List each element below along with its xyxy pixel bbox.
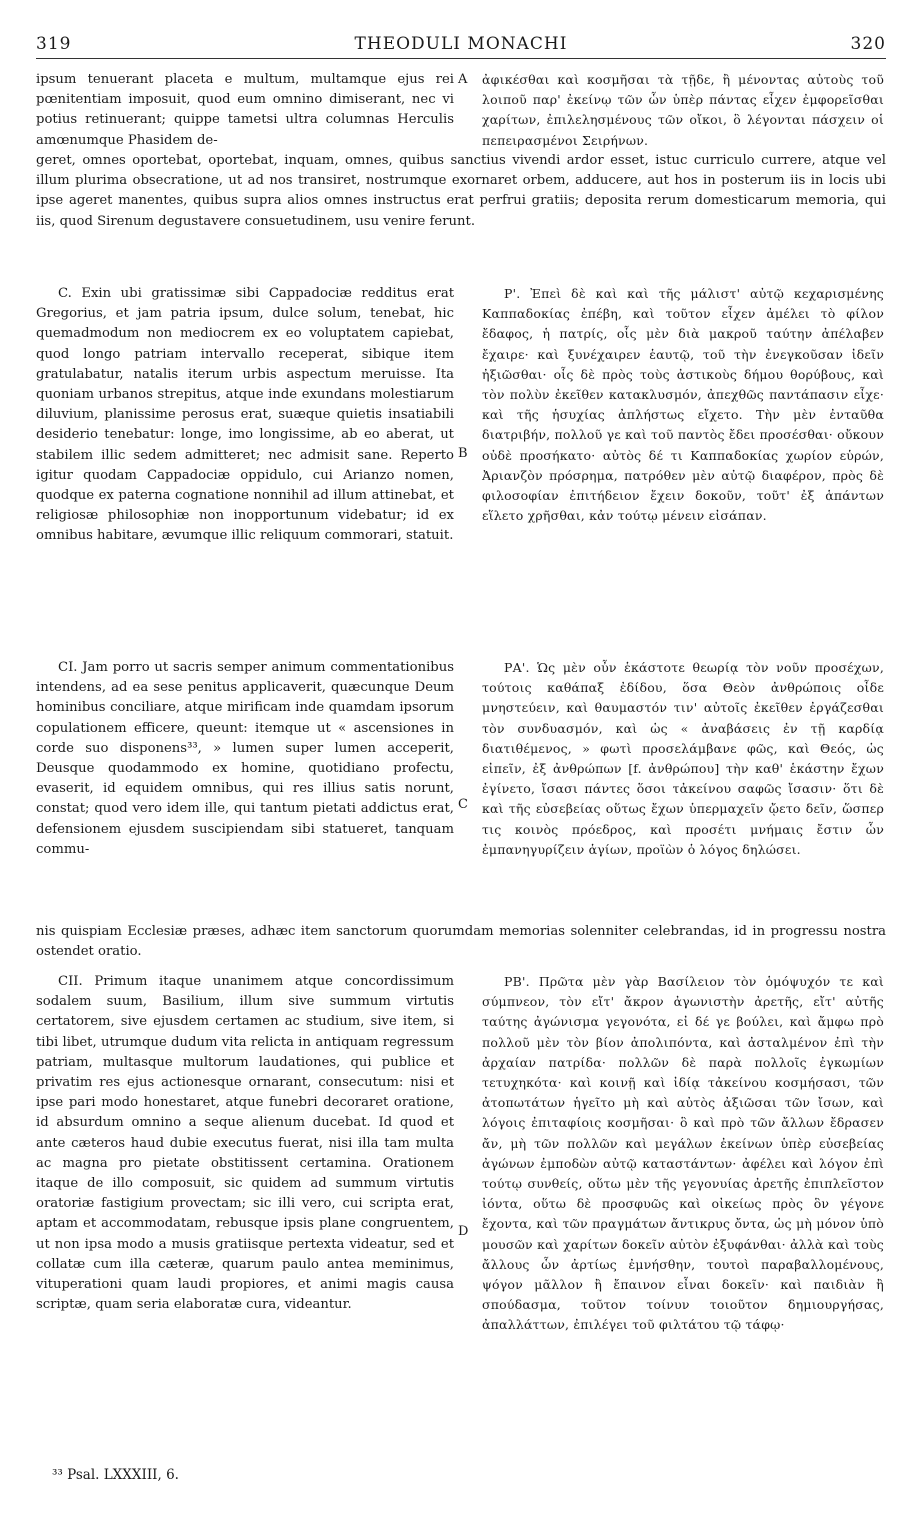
greek-column-PA: [482, 658, 884, 860]
greek-column-P: [482, 284, 884, 526]
greek-paragraph-PB: ΡΒ'. Πρῶτα μὲν γὰρ Βασίλειον τὸν ὁμόψυχόν τε καὶ σύμπνεον, τὸν εἴτ' ἄκρον ἀγωνιστὴν ἀρετῆς, εἴτ' αὐτῆς ταύτης ἀγώνισμα γεγονότα, εἰ δέ γε βούλει, καὶ ἄμφω πρὸ πολλοῦ μὲν τὸν βίον ἀπολιπόντα, καὶ ἀσταλμένον ἐπὶ τὴν ἀρχαίαν πατρίδα· πολλῶν δὲ παρὰ πολλοῖς ἐγκωμίων τετυχηκότα· καὶ κοινῇ καὶ ἰδίᾳ τἀκείνου κοσμήσασι, τῶν ἀτοπωτάτων ἡγεῖτο μὴ καὶ αὐτὸς ἀξιῶσαι τῶν ἴσων, καὶ λόγοις ἐπιταφίοις κοσμῆσαι· ὃ καὶ πρὸ τῶν ἄλλων ἔδρασεν ἄν, μὴ τῶν πολλῶν καὶ μεγάλων ἐκείνων ὑπὲρ εὐσεβείας ἀγώνων ἐμποδὼν αὐτῷ καταστάντων· ἀφέλει καὶ λόγον ἐπὶ τούτῳ συνθείς, οὕτω μὲν τῆς γεγονυίας ἀρετῆς ἐπιπλεῖστον ἰόντα, οὕτω δὲ προσφυῶς καὶ οἰκείως πρὸς ὃν γέγονε ἔχοντα, καὶ τῶν πραγμάτων ἄντικρυς ὄντα, ὡς μὴ μόνον ὑπὸ μουσῶν καὶ χαρίτων δοκεῖν αὐτὸν ἐξυφάνθαι· ἀλλὰ καὶ τοὺς ἄλλους ὧν ἀρτίως ἐμνήσθην, τουτοὶ παραβαλλομένους, ψόγον μᾶλλον ἢ ἔπαινον εἶναι δοκεῖν· καὶ παιδιὰν ἢ σπούδασμα, τοῦτον τοίνυν τοιοῦτον δημιουργήσας, ἀπαλλάττων, ἐπιλέγει τοῦ φιλτάτου τῷ τάφῳ·: [482, 974, 884, 1333]
margin-letter-a: A: [458, 72, 468, 87]
running-title: THEODULI MONACHI: [354, 34, 568, 54]
margin-letter-b: B: [458, 446, 468, 461]
margin-letter-d: D: [458, 1224, 469, 1239]
latin-paragraph-CII: CII. Primum itaque unanimem atque concordissimum sodalem suum, Basilium, illum sive summum virtutis certatorem, sive ejusdem certamen ac studium, sive item, si tibi libet, utrumque dudum vita relicta in antiquam regressum patriam, multasque multorum laudationes, qui publice et privatim res ejus actionesque ornarant, consecutum: nisi et ipse pari modo honestaret, atque funebri decoraret oratione, id absurdum omnino a seque alienum ducebat. Id quod et ante cæteros haud dubie executus fuerat, nisi illa tam multa ac magna pro pietate obstitissent certamina. Orationem itaque de illo composuit, sic quidem ad summum virtutis oratoriæ fastigium provectam; sic illi vero, cui scripta erat, aptam et accommodatam, rebusque ipsis plane congruentem, ut non ipsa modo a musis gratiisque pertexta videatur, sed et collatæ cum illa cæteræ, quarum paulo antea meminimus, vituperationi quam laudi propiores, et animi magis causa scriptæ, quam seria elaboratæ cura, videantur.: [36, 974, 454, 1313]
latin-column-CI: [36, 658, 454, 860]
left-page-number: 319: [36, 34, 72, 54]
greek-column-top: [482, 70, 884, 151]
latin-column-C: [36, 284, 454, 547]
greek-paragraph-P: Ρ'. Ἐπεὶ δὲ καὶ καὶ τῆς μάλιστ' αὐτῷ κεχαρισμένης Καππαδοκίας ἐπέβη, καὶ τοῦτον εἶχεν ἀμέλει τὸ φίλον ἔδαφος, ἡ πατρίς, οἷς μὲν διὰ μακροῦ ταύτην ἀπέλαβεν ἔχαιρε· καὶ ξυνέχαιρεν ἑαυτῷ, τοῦ τὴν ἐνεγκοῦσαν ἰδεῖν ἠξιῶσθαι· οἷς δὲ πρὸς τοὺς ἀστικοὺς δήμου θορύβους, καὶ τὸν πολὺν ἐκεῖθεν κατακλυσμόν, ἀπεχθῶς παντάπασιν εἶχε· καὶ τῆς ἡσυχίας ἀπλήστως εἴχετο. Τὴν μὲν ἐνταῦθα διατριβήν, πολλοῦ γε καὶ τοῦ παντὸς ἔδει προσέσθαι· οὔκουν οὐδὲ προσήκατο· αὐτὸς δέ τι Καππαδοκίας χωρίον εὑρών, Ἀριανζὸν πρόσρημα, πατρόθεν μὲν αὐτῷ διαφέρον, πρὸς δὲ φιλοσοφίαν ἐπιτήδειον ἔχειν δοκοῦν, τοῦτ' ἐξ ἁπάντων εἵλετο χρῆσθαι, κἀν τούτῳ μένειν εἰσάπαν.: [482, 286, 884, 524]
header-rule: [36, 58, 886, 59]
footnote: ³³ Psal. LXXXIII, 6.: [52, 1467, 179, 1483]
greek-column-PB: [482, 972, 884, 1336]
right-page-number: 320: [850, 34, 886, 54]
full-width-text-1: [36, 151, 886, 232]
latin-column-top: [36, 70, 454, 151]
latin-paragraph-CI: CI. Jam porro ut sacris semper animum commentationibus intendens, ad ea sese penitus applicaverit, quæcunque Deum hominibus conciliare, atque mirificam inde quamdam ipsorum copulationem efficere, queunt: itemque ut « ascensiones in corde suo disponens³³, » lumen super lumen acceperit, Deusque quodammodo ex homine, quotidiano profectu, evaserit, id equidem omnibus, qui res illius satis norunt, constat; quod vero idem ille, qui tantum pietati addictus erat, defensionem ejusdem suscipiendam sibi statueret, tanquam commu-: [36, 660, 454, 857]
latin-paragraph-CI-continued: nis quispiam Ecclesiæ præses, adhæc item sanctorum quorumdam memorias solenniter celebrandas, id in progressu nostra ostendet oratio.: [36, 924, 886, 960]
latin-paragraph-C: C. Exin ubi gratissimæ sibi Cappadociæ redditus erat Gregorius, et jam patria ipsum, dulce solum, tenebat, hic quemadmodum non mediocrem ex eo voluptatem capiebat, quod longo patriam intervallo receperat, sibique item gratulabatur, natalis iterum urbis aspectum meruisse. Ita quoniam urbanos strepitus, atque inde exundans molestiarum diluvium, planissime perosus erat, suæque quietis insatiabili desiderio tenebatur: longe, imo longissime, ab eo aberat, ut stabilem illic sedem admitteret; nec admisit sane. Reperto igitur quodam Cappadociæ oppidulo, cui Arianzo nomen, quodque ex paterna cognatione nonnihil ad illum attinebat, et religiosæ philosophiæ non inopportunum videbatur; id ex omnibus habitare, ævumque illic reliquum commorari, statuit.: [36, 286, 454, 544]
latin-column-CII: [36, 972, 454, 1315]
greek-paragraph-top: ἀφικέσθαι καὶ κοσμῆσαι τὰ τῇδε, ἢ μένοντας αὐτοὺς τοῦ λοιποῦ παρ' ἐκείνῳ τῶν ὧν ὑπὲρ πάντας εἶχεν ἐμφορεῖσθαι χαρίτων, ἐπιλελησμένους τῶν οἴκοι, ὃ λέγονται πάσχειν οἱ πεπειρασμένοι Σειρήνων.: [482, 72, 884, 148]
running-header: [36, 34, 886, 56]
margin-letter-c: C: [458, 797, 468, 812]
latin-paragraph-top: ipsum tenuerant placeta e multum, multamque ejus rei pœnitentiam imposuit, quod eum omnino dimiserant, nec vi potius retinuerant; quippe tametsi ultra columnas Herculis amœnumque Phasidem de-: [36, 72, 454, 148]
latin-paragraph-continued: geret, omnes oportebat, oportebat, inquam, omnes, quibus sanctius vivendi ardor esset, istuc curriculo currere, atque vel illum plurima obsecratione, ut ad nos transiret, nostrumque exornaret orbem, adducere, aut hos in posterum iis in locis ubi ipse ageret manentes, quibus supra alios omnes instructus erat perfrui gratiis; deposita rerum domesticarum memoria, qui iis, quod Sirenum degustavere consuetudinem, usu venire ferunt.: [36, 153, 886, 229]
full-width-text-2: [36, 922, 886, 962]
greek-paragraph-PA: ΡΑ'. Ὡς μὲν οὖν ἑκάστοτε θεωρίᾳ τὸν νοῦν προσέχων, τούτοις καθάπαξ ἐδίδου, ὅσα Θεὸν ἀνθρώποις οἶδε μνηστεύειν, καὶ θαυμαστόν τιν' αὐτοῖς ἐκεῖθεν ἐργάζεσθαι τὸν συνδυασμόν, καὶ ὡς « ἀναβάσεις ἐν τῇ καρδίᾳ διατιθέμενος, » φωτὶ προσελάμβανε φῶς, καὶ Θεός, ὡς εἰπεῖν, ἐξ ἀνθρώπων [f. ἀνθρώπου] τὴν καθ' ἑκάστην ἔχων ἐγίνετο, ἴσασι πάντες ὅσοι τἀκείνου σαφῶς ἴσασιν· ὅτι δὲ καὶ τῆς εὐσεβείας οὕτως ἔχων ὑπερμαχεῖν ᾤετο δεῖν, ὥσπερ τις κοινὸς πρόεδρος, καὶ προσέτι μνήμαις ἔστιν ὧν ἐμπανηγυρίζειν ἁγίων, προϊὼν ὁ λόγος δηλώσει.: [482, 660, 884, 857]
